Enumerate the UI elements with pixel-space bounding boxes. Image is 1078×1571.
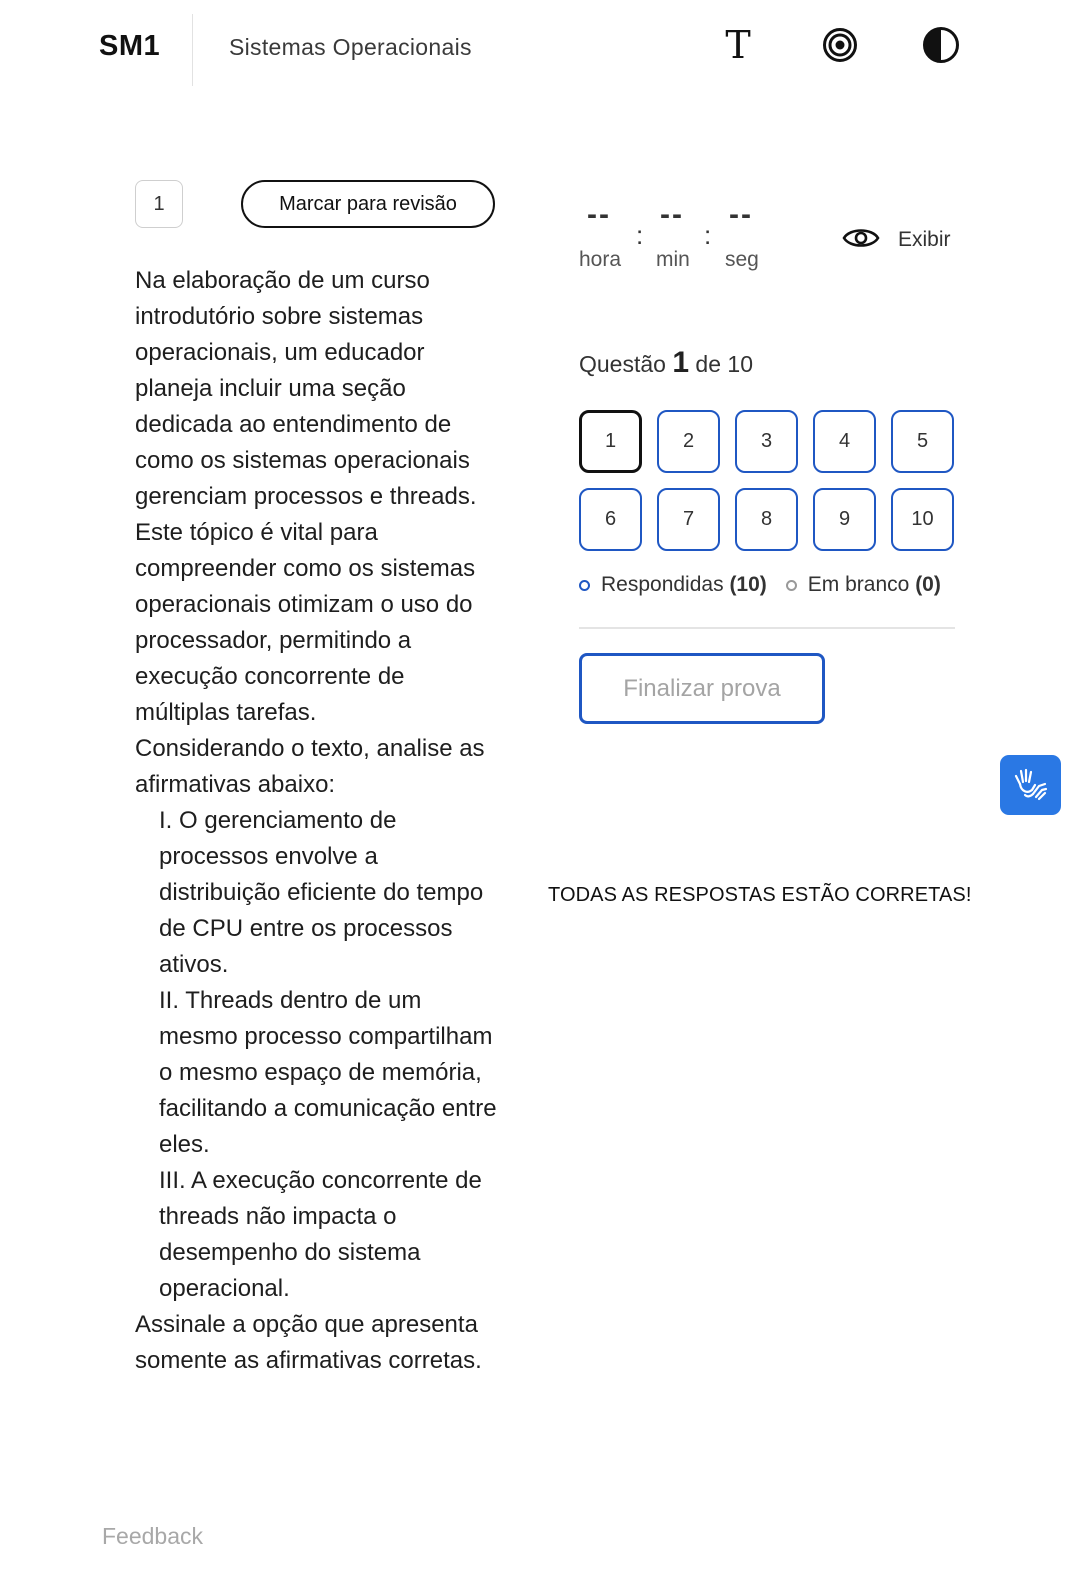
- result-notice: TODAS AS RESPOSTAS ESTÃO CORRETAS!: [548, 884, 972, 906]
- question-text: [135, 263, 505, 1379]
- timer-separator: :: [636, 220, 644, 250]
- font-size-icon[interactable]: T: [725, 23, 751, 67]
- question-closing: Assinale a opção que apresenta somente as afirmativas corretas.: [135, 1311, 482, 1374]
- question-number: 1: [135, 180, 183, 228]
- counter-middle: de: [695, 351, 722, 377]
- timer-label-seconds: seg: [725, 248, 759, 271]
- counter-prefix: Questão: [579, 351, 666, 377]
- counter-current: 1: [672, 346, 690, 379]
- question-nav-3[interactable]: 3: [735, 410, 798, 473]
- legend-answered: [579, 573, 767, 597]
- statement-3: III. A execução concorrente de threads não impacta o desempenho do sistema operacional.: [159, 1167, 482, 1302]
- question-nav-5[interactable]: 5: [891, 410, 954, 473]
- question-paragraph: Na elaboração de um curso introdutório sobre sistemas operacionais, um educador planeja incluir uma seção dedicada ao entendimento de como os sistemas operacionais gerenciam processos e threads. Este tópico é vital para compreender como os sistemas operacionais otimizam o uso do processador, permitindo a execução concorrente de múltiplas tarefas.: [135, 267, 477, 726]
- timer-label-hours: hora: [579, 248, 622, 271]
- timer: [579, 198, 779, 278]
- question-nav-1[interactable]: 1: [579, 410, 642, 473]
- statement-2: II. Threads dentro de um mesmo processo compartilham o mesmo espaço de memória, facilitando a comunicação entre eles.: [159, 987, 497, 1158]
- timer-separator: :: [704, 220, 712, 250]
- finish-exam-button[interactable]: Finalizar prova: [579, 653, 825, 724]
- header-divider: [192, 14, 193, 86]
- question-instruction: Considerando o texto, analise as afirmativas abaixo:: [135, 735, 485, 798]
- divider: [579, 627, 955, 629]
- question-nav-4[interactable]: 4: [813, 410, 876, 473]
- show-timer-label: Exibir: [898, 228, 951, 251]
- blank-dot-icon: [786, 580, 797, 591]
- question-nav-2[interactable]: 2: [657, 410, 720, 473]
- status-legend: [579, 573, 941, 597]
- eye-icon: [842, 224, 880, 257]
- answered-dot-icon: [579, 580, 590, 591]
- question-nav-10[interactable]: 10: [891, 488, 954, 551]
- blank-count: (0): [915, 573, 941, 596]
- counter-total: 10: [727, 351, 753, 377]
- sign-language-button[interactable]: [1000, 755, 1061, 815]
- feedback-link[interactable]: Feedback: [102, 1523, 204, 1549]
- question-nav-9[interactable]: 9: [813, 488, 876, 551]
- brand-logo: SM1: [99, 30, 161, 62]
- target-icon[interactable]: [817, 22, 863, 68]
- legend-blank-label: Em branco: [807, 573, 910, 596]
- contrast-icon[interactable]: [918, 22, 964, 68]
- question-nav-8[interactable]: 8: [735, 488, 798, 551]
- course-title: Sistemas Operacionais: [229, 34, 472, 60]
- timer-minutes: --: [660, 198, 684, 231]
- header: [0, 0, 1078, 92]
- statement-1: I. O gerenciamento de processos envolve a distribuição eficiente do tempo de CPU entre os processos ativos.: [159, 807, 484, 978]
- timer-seconds: --: [729, 198, 753, 231]
- legend-answered-label: Respondidas: [601, 573, 724, 596]
- timer-label-minutes: min: [656, 248, 690, 271]
- timer-hours: --: [587, 198, 611, 231]
- question-counter: [579, 346, 753, 380]
- legend-blank: [786, 573, 941, 597]
- sign-language-icon: [1012, 764, 1050, 807]
- question-nav-7[interactable]: 7: [657, 488, 720, 551]
- answered-count: (10): [729, 573, 767, 596]
- mark-for-review-button[interactable]: Marcar para revisão: [241, 180, 495, 228]
- show-timer-button[interactable]: [842, 220, 962, 260]
- question-nav-6[interactable]: 6: [579, 488, 642, 551]
